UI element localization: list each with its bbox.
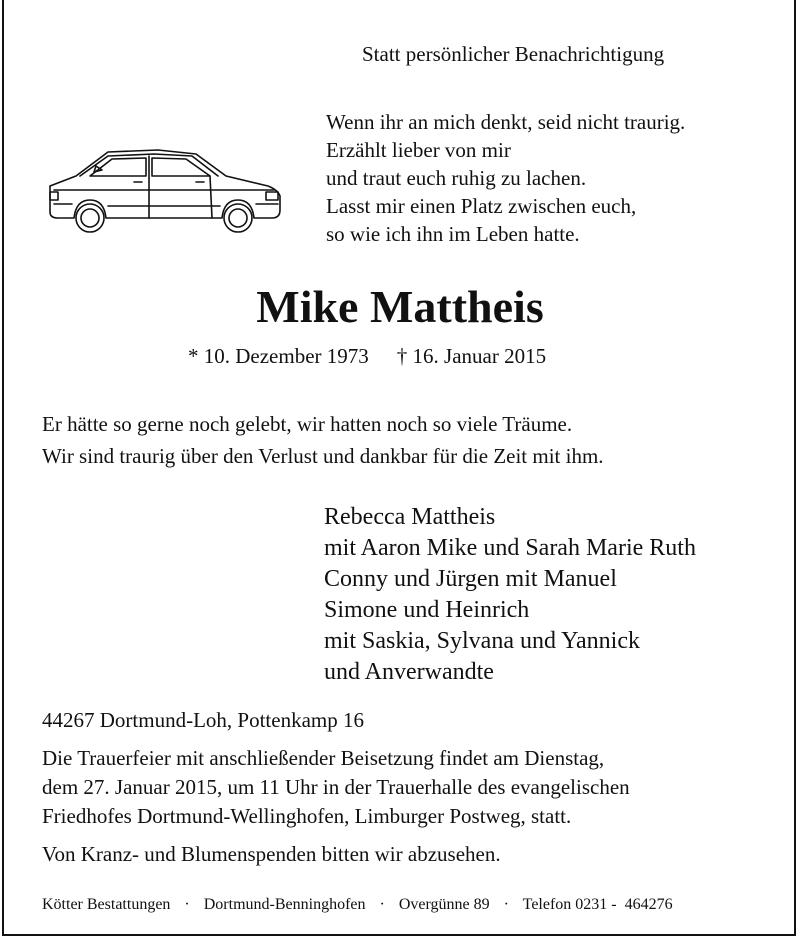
deceased-name: Mike Mattheis [256,281,544,332]
mourner-line: mit Aaron Mike und Sarah Marie Ruth [324,535,696,561]
mourner-line: Rebecca Mattheis [324,504,496,530]
death-date: † 16. Januar 2015 [396,344,547,368]
mourner-line: Simone und Heinrich [324,597,530,623]
footer-separator: · [379,896,385,913]
poem-line: Wenn ihr an mich denkt, seid nicht traurig. [326,110,686,134]
undertaker-district: Dortmund-Benninghofen [203,896,366,913]
mourner-line: Conny und Jürgen mit Manuel [324,566,617,592]
poem-line: Lasst mir einen Platz zwischen euch, [326,194,637,218]
mourner-line: und Anverwandte [324,659,494,685]
flowers-note: Von Kranz- und Blumenspenden bitten wir abzusehen. [42,842,501,866]
poem-line: so wie ich ihn im Leben hatte. [326,222,580,246]
undertaker-street: Overgünne 89 [398,896,490,913]
mourner-address: 44267 Dortmund-Loh, Pottenkamp 16 [42,708,364,732]
mourners-list [324,502,696,688]
undertaker-phone: Telefon 0231 - 464276 [522,896,673,913]
funeral-line: Friedhofes Dortmund-Wellinghofen, Limburger Postweg, statt. [42,804,572,828]
poem-line: und traut euch ruhig zu lachen. [326,166,587,190]
footer-separator: · [184,896,190,913]
message [42,408,604,472]
message-line: Er hätte so gerne noch gelebt, wir hatten noch so viele Träume. [42,412,573,436]
poem [326,108,685,248]
mourner-line: mit Saskia, Sylvana und Yannick [324,628,640,654]
message-line: Wir sind traurig über den Verlust und dankbar für die Zeit mit ihm. [42,444,604,468]
intro-line: Statt persönlicher Benachrichtigung [362,42,665,66]
footer-separator: · [503,896,509,913]
funeral-line: dem 27. Januar 2015, um 11 Uhr in der Trauerhalle des evangelischen [42,775,630,799]
undertaker-footer [42,896,673,914]
funeral-info [42,744,630,831]
car-icon [46,146,286,245]
undertaker-name: Kötter Bestattungen [42,896,171,913]
life-dates [188,344,546,369]
birth-date: * 10. Dezember 1973 [188,344,369,368]
funeral-line: Die Trauerfeier mit anschließender Beisetzung findet am Dienstag, [42,746,605,770]
poem-line: Erzählt lieber von mir [326,138,511,162]
